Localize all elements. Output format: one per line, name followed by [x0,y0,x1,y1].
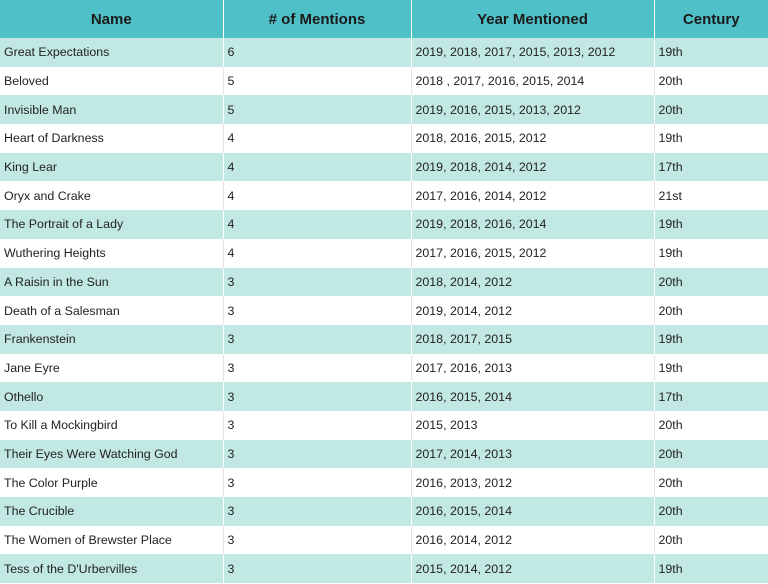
cell-name: Heart of Darkness [0,124,223,153]
cell-mentions: 3 [223,440,411,469]
cell-century: 17th [654,153,768,182]
cell-century: 20th [654,497,768,526]
cell-name: King Lear [0,153,223,182]
table-row[interactable] [0,153,768,182]
cell-year-mentioned: 2017, 2014, 2013 [411,440,654,469]
cell-mentions: 4 [223,153,411,182]
cell-century: 19th [654,325,768,354]
cell-mentions: 5 [223,95,411,124]
cell-year-mentioned: 2016, 2013, 2012 [411,468,654,497]
table-row[interactable] [0,95,768,124]
cell-century: 20th [654,296,768,325]
cell-year-mentioned: 2019, 2018, 2017, 2015, 2013, 2012 [411,38,654,67]
table-row[interactable] [0,325,768,354]
cell-name: Beloved [0,67,223,96]
table-row[interactable] [0,382,768,411]
cell-century: 20th [654,440,768,469]
cell-mentions: 3 [223,411,411,440]
cell-century: 17th [654,382,768,411]
table-row[interactable] [0,124,768,153]
cell-mentions: 4 [223,210,411,239]
cell-year-mentioned: 2016, 2014, 2012 [411,526,654,555]
cell-name: Othello [0,382,223,411]
cell-mentions: 4 [223,181,411,210]
cell-name: Jane Eyre [0,354,223,383]
cell-mentions: 3 [223,296,411,325]
cell-century: 20th [654,411,768,440]
cell-year-mentioned: 2016, 2015, 2014 [411,382,654,411]
cell-century: 21st [654,181,768,210]
cell-year-mentioned: 2016, 2015, 2014 [411,497,654,526]
cell-year-mentioned: 2019, 2016, 2015, 2013, 2012 [411,95,654,124]
table-row[interactable] [0,526,768,555]
cell-year-mentioned: 2019, 2018, 2016, 2014 [411,210,654,239]
cell-century: 19th [654,210,768,239]
cell-year-mentioned: 2019, 2014, 2012 [411,296,654,325]
cell-year-mentioned: 2018, 2016, 2015, 2012 [411,124,654,153]
cell-name: Death of a Salesman [0,296,223,325]
table-row[interactable] [0,411,768,440]
cell-mentions: 6 [223,38,411,67]
header-mentions[interactable]: # of Mentions [223,0,411,38]
cell-name: The Color Purple [0,468,223,497]
cell-century: 19th [654,124,768,153]
cell-name: The Crucible [0,497,223,526]
table-row[interactable] [0,181,768,210]
cell-mentions: 3 [223,354,411,383]
cell-century: 20th [654,95,768,124]
cell-year-mentioned: 2015, 2013 [411,411,654,440]
cell-mentions: 5 [223,67,411,96]
cell-year-mentioned: 2018, 2014, 2012 [411,268,654,297]
cell-name: A Raisin in the Sun [0,268,223,297]
header-name[interactable]: Name [0,0,223,38]
table-row[interactable] [0,554,768,583]
table-row[interactable] [0,354,768,383]
cell-mentions: 3 [223,468,411,497]
table-row[interactable] [0,38,768,67]
cell-name: The Women of Brewster Place [0,526,223,555]
cell-mentions: 3 [223,382,411,411]
header-row [0,0,768,38]
cell-name: Great Expectations [0,38,223,67]
cell-name: Wuthering Heights [0,239,223,268]
cell-century: 20th [654,67,768,96]
cell-mentions: 4 [223,239,411,268]
header-century[interactable]: Century [654,0,768,38]
cell-mentions: 3 [223,497,411,526]
cell-mentions: 3 [223,526,411,555]
cell-year-mentioned: 2018, 2017, 2015 [411,325,654,354]
cell-name: Tess of the D'Urbervilles [0,554,223,583]
cell-century: 20th [654,526,768,555]
table-body [0,38,768,583]
table-row[interactable] [0,239,768,268]
cell-name: Oryx and Crake [0,181,223,210]
cell-year-mentioned: 2019, 2018, 2014, 2012 [411,153,654,182]
cell-name: Frankenstein [0,325,223,354]
table-row[interactable] [0,210,768,239]
cell-century: 19th [654,354,768,383]
table-header [0,0,768,38]
cell-name: To Kill a Mockingbird [0,411,223,440]
table-row[interactable] [0,497,768,526]
cell-century: 19th [654,554,768,583]
cell-year-mentioned: 2018 , 2017, 2016, 2015, 2014 [411,67,654,96]
header-year-mentioned[interactable]: Year Mentioned [411,0,654,38]
cell-name: Their Eyes Were Watching God [0,440,223,469]
cell-name: The Portrait of a Lady [0,210,223,239]
cell-century: 19th [654,239,768,268]
cell-mentions: 3 [223,325,411,354]
table-row[interactable] [0,296,768,325]
cell-mentions: 4 [223,124,411,153]
cell-year-mentioned: 2017, 2016, 2014, 2012 [411,181,654,210]
cell-mentions: 3 [223,268,411,297]
cell-century: 20th [654,468,768,497]
table-row[interactable] [0,440,768,469]
table-row[interactable] [0,67,768,96]
cell-name: Invisible Man [0,95,223,124]
table-row[interactable] [0,468,768,497]
cell-year-mentioned: 2015, 2014, 2012 [411,554,654,583]
cell-century: 20th [654,268,768,297]
table-row[interactable] [0,268,768,297]
cell-mentions: 3 [223,554,411,583]
cell-year-mentioned: 2017, 2016, 2015, 2012 [411,239,654,268]
cell-year-mentioned: 2017, 2016, 2013 [411,354,654,383]
cell-century: 19th [654,38,768,67]
